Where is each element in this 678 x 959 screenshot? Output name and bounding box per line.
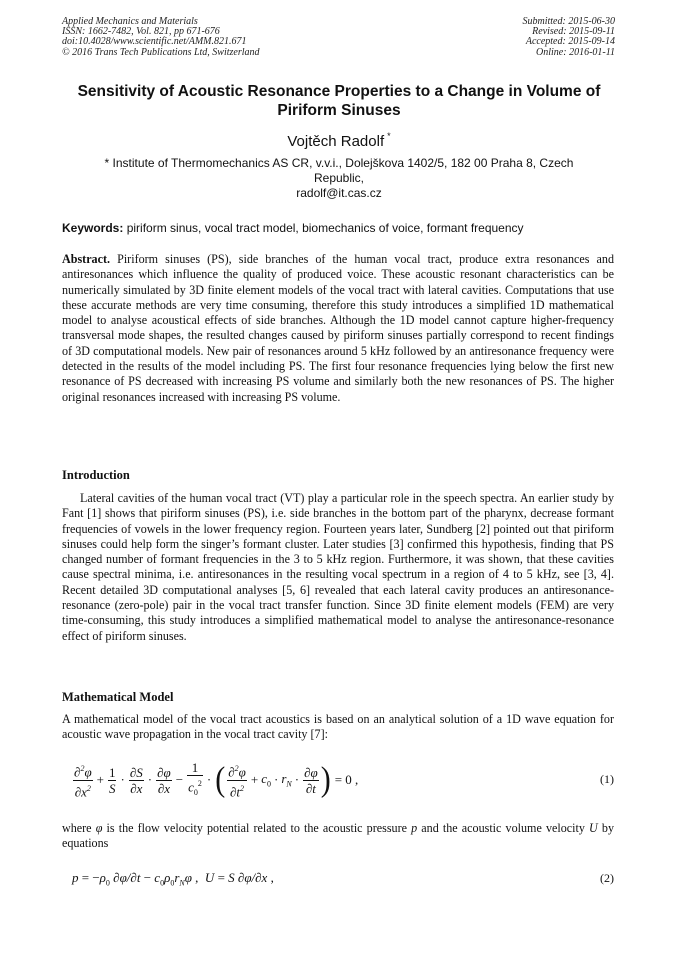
online-date: Online: 2016-01-11 (536, 46, 615, 58)
revised-date: Revised: 2015-09-11 (532, 26, 615, 38)
symbol-U: U (589, 821, 598, 835)
abstract-text: Piriform sinuses (PS), side branches of the human vocal tract, produce extra resonances and antiresonances which influence the quality of produced voice. These acoustic resonant characteristics can be numerically simulated by 3D finite element models of the vocal tract with lateral cavities. Computations that use these accurate methods are very time consuming, therefore this study introduces a simplified 1D mathematical model to analyse acoustical effects of side branches. Although the 1D model cannot capture higher-frequency transversal mode shapes, the resulted changes caused by piriform sinuses partially correspond to recent findings of 3D computational models. New pair of resonances around 5 kHz followed by an antiresonance frequency were detected in the results of the model including PS. The first four resonance frequencies lying below the first new resonance of PS decreased with increasing PS volume and similarly both the new resonances of PS. The higher original resonances increased with increasing PS volume. (62, 252, 614, 404)
abstract (62, 252, 614, 405)
title-line-2: Piriform Sinuses (277, 102, 401, 119)
keywords-text: piriform sinus, vocal tract model, biomechanics of voice, formant frequency (123, 221, 524, 235)
author-text: Vojtěch Radolf (287, 133, 385, 150)
keywords (62, 221, 616, 235)
journal-name: Applied Mechanics and Materials (62, 16, 198, 27)
doi-line: doi:10.4028/www.scientific.net/AMM.821.671 (62, 36, 247, 48)
author-name (62, 131, 616, 150)
author-email: radolf@it.cas.cz (296, 186, 382, 200)
abstract-label: Abstract. (62, 252, 111, 266)
equation-1-number: (1) (600, 772, 614, 786)
accepted-date: Accepted: 2015-09-14 (525, 36, 615, 48)
equation-1 (72, 760, 614, 800)
author-footnote-mark: * (387, 131, 391, 141)
equation-2 (72, 869, 614, 889)
math-model-text: A mathematical model of the vocal tract acoustics is based on an analytical solution of a 1D wave equation for acoustic wave propagation in the vocal tract cavity [7]: (62, 712, 614, 742)
where-mid-2: and the acoustic volume velocity (417, 821, 590, 835)
affiliation-line-2: Republic, (313, 171, 365, 185)
title-line-1: Sensitivity of Acoustic Resonance Properties to a Change in Volume of (77, 83, 601, 100)
where-suffix: by equations (62, 821, 614, 851)
affiliation (80, 156, 598, 201)
copyright-line: © 2016 Trans Tech Publications Ltd, Switzerland (62, 46, 260, 58)
math-model-heading: Mathematical Model (62, 690, 174, 704)
symbol-p: p (411, 821, 418, 835)
journal-info (62, 17, 260, 58)
keywords-label: Keywords: (62, 221, 124, 235)
where-mid-1: is the flow velocity potential related to the acoustic pressure (102, 821, 412, 835)
affiliation-line-1: * Institute of Thermomechanics AS CR, v.v.i., Dolejškova 1402/5, 182 00 Praha 8, Czech (104, 156, 574, 170)
where-prefix: where (62, 821, 96, 835)
paper-title (62, 82, 616, 120)
pressure-velocity-relations: $p = -\rho_0$ $\partial\varphi/\partial t - c_0\rho_0r_N\varphi$ , U = S ∂φ/∂x , (72, 870, 274, 888)
wave-equation: $\frac{\partial^2\varphi}{\partial x^2}$ + $\frac{1}{S}$ · $\frac{\partial S}{\partial x}$ · $\frac{\partial\varphi}{\partial x}$ − $\frac{1}{c_0^2}$ · ( $\frac{\partial^2\varphi}{\partial t^2}$ + $c_0$ · $r_N$ · $\frac{\partial\varphi}{\partial t}$ ) = 0 , (74, 760, 359, 799)
submitted-date: Submitted: 2015-06-30 (522, 16, 615, 27)
equation-description (62, 821, 614, 852)
introduction-text: Lateral cavities of the human vocal tract (VT) play a particular role in the speech spectra. An earlier study by Fant [1] shows that piriform sinuses (PS), i.e. side branches in the bottom part of the pharynx, decrease formant frequencies of vowels in the lower frequency region. Fourteen years later, Sundberg [2] pointed out that piriform sinuses could help form the singer’s formant cluster. Later studies [3] confirmed this hypothesis, finding that PS changed number of formant frequencies in the 3 to 5 kHz region. Furthermore, it was shown, that these cavities cause spectral minima, i.e. antiresonances in the resulting vocal spectrum in a region of 4 to 5 kHz, see [3, 4]. Recent detailed 3D computational analyses [5, 6] revealed that each lateral cavity produces an antiresonance-resonance (zero-pole) pair in the vocal tract transfer function. Since 3D finite element models (FEM) are very time-consuming, this study introduces a simplified mathematical model to analyse the antiresonance-resonance effect of piriform sinuses. (62, 491, 614, 643)
issn-line: ISSN: 1662-7482, Vol. 821, pp 671-676 (62, 26, 220, 38)
submission-dates (523, 17, 616, 58)
equation-2-number: (2) (600, 871, 614, 885)
symbol-phi: φ (95, 821, 103, 835)
introduction-heading: Introduction (62, 468, 130, 482)
